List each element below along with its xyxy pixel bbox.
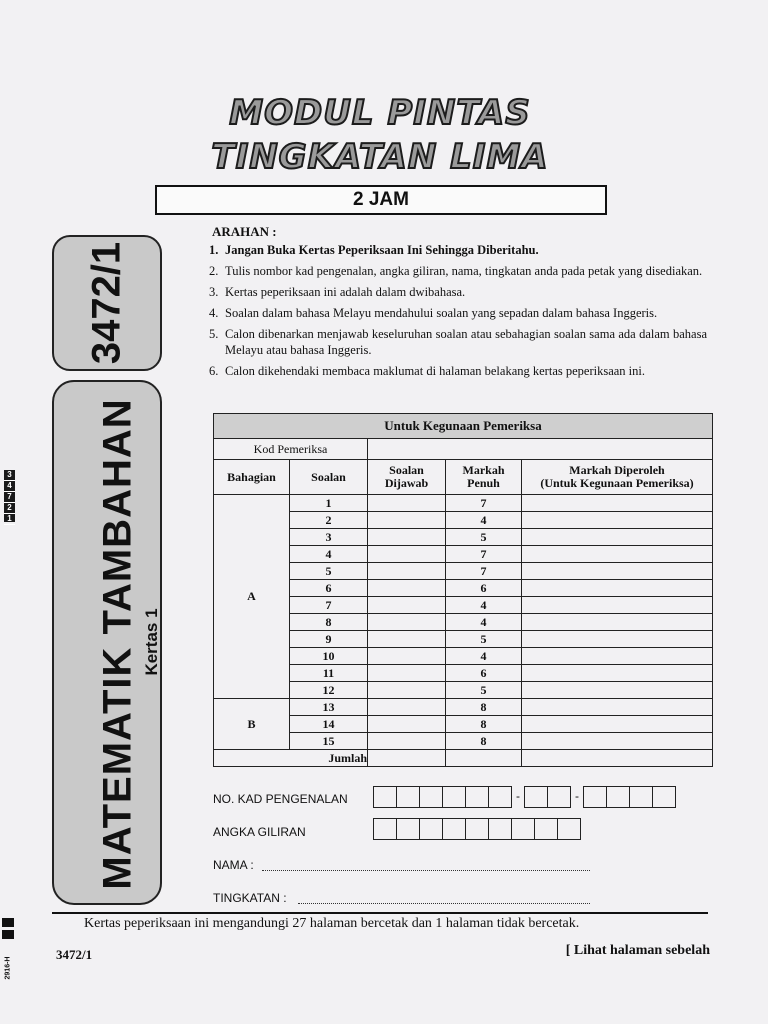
question-number: 13 <box>290 699 368 716</box>
tingkatan-label: TINGKATAN : <box>213 891 287 905</box>
ic-digit-box[interactable] <box>419 786 443 808</box>
instruction-number: 6. <box>209 364 219 378</box>
ic-digit-box[interactable] <box>465 786 489 808</box>
instruction-item <box>209 305 707 321</box>
col-markah-diperoleh-line1: Markah Diperoleh <box>569 463 665 477</box>
ic-digit-box[interactable] <box>396 786 420 808</box>
footer-paper-code: 3472/1 <box>56 947 93 962</box>
name-label: NAMA : <box>213 858 254 872</box>
instruction-number: 5. <box>209 327 219 341</box>
obtained-marks-cell[interactable] <box>522 563 713 580</box>
index-label: ANGKA GILIRAN <box>213 825 306 839</box>
marks-table-title: Untuk Kegunaan Pemeriksa <box>214 414 713 439</box>
instruction-item <box>209 326 707 358</box>
table-row <box>214 699 713 716</box>
answered-cell[interactable] <box>368 716 446 733</box>
marks-table-body <box>214 495 713 750</box>
examiner-code-cell[interactable] <box>368 439 713 460</box>
full-marks: 6 <box>446 580 522 597</box>
full-marks: 4 <box>446 648 522 665</box>
instruction-text: Calon dibenarkan menjawab keseluruhan soalan atau sebahagian soalan sama ada dalam bahasa Melayu atau bahasa Inggeris. <box>225 327 707 357</box>
paper-code-panel <box>52 235 162 371</box>
full-marks: 8 <box>446 699 522 716</box>
page-count-note: Kertas peperiksaan ini mengandungi 27 halaman bercetak dan 1 halaman tidak bercetak. <box>84 916 580 931</box>
obtained-marks-cell[interactable] <box>522 546 713 563</box>
col-markah-diperoleh-line2: (Untuk Kegunaan Pemeriksa) <box>540 476 694 490</box>
ic-separator: - <box>575 789 579 803</box>
col-markah-diperoleh <box>522 460 713 495</box>
index-digit-box[interactable] <box>419 818 443 840</box>
title-tingkatan-lima: TINGKATAN LIMA <box>211 137 549 177</box>
section-b-label: B <box>214 699 290 750</box>
full-marks: 6 <box>446 665 522 682</box>
answered-cell[interactable] <box>368 682 446 699</box>
section-a-label: A <box>214 495 290 699</box>
answered-cell[interactable] <box>368 495 446 512</box>
question-number: 2 <box>290 512 368 529</box>
obtained-marks-cell[interactable] <box>522 682 713 699</box>
obtained-marks-cell[interactable] <box>522 631 713 648</box>
index-digit-box[interactable] <box>442 818 466 840</box>
question-number: 9 <box>290 631 368 648</box>
ic-input-boxes[interactable] <box>374 786 676 808</box>
answered-cell[interactable] <box>368 563 446 580</box>
subject-name: MATEMATIK TAMBAHAN <box>95 398 140 890</box>
obtained-marks-cell[interactable] <box>522 614 713 631</box>
name-input-line[interactable] <box>262 869 590 871</box>
answered-cell[interactable] <box>368 512 446 529</box>
barcode-bar <box>2 918 14 927</box>
full-marks: 7 <box>446 563 522 580</box>
col-soalan-dijawab-line1: Soalan <box>389 463 424 477</box>
answered-cell[interactable] <box>368 546 446 563</box>
full-marks: 5 <box>446 529 522 546</box>
col-soalan: Soalan <box>290 460 368 495</box>
instruction-text: Calon dikehendaki membaca maklumat di halaman belakang kertas peperiksaan ini. <box>225 364 645 378</box>
instruction-item <box>209 242 707 258</box>
answered-cell[interactable] <box>368 733 446 750</box>
instructions-list <box>209 242 707 384</box>
question-number: 11 <box>290 665 368 682</box>
ic-digit-box[interactable] <box>606 786 630 808</box>
paper-number: Kertas 1 <box>142 608 161 676</box>
table-row <box>214 495 713 512</box>
paper-code: 3472/1 <box>84 241 129 365</box>
ic-digit-box[interactable] <box>547 786 571 808</box>
instruction-text: Tulis nombor kad pengenalan, angka giliran, nama, tingkatan anda pada petak yang disediakan. <box>225 264 703 278</box>
index-digit-box[interactable] <box>511 818 535 840</box>
side-tab <box>4 470 15 522</box>
ic-digit-box[interactable] <box>652 786 676 808</box>
obtained-marks-cell[interactable] <box>522 733 713 750</box>
side-tab-char: 4 <box>4 481 15 492</box>
index-digit-box[interactable] <box>465 818 489 840</box>
subject-panel <box>52 380 162 905</box>
marks-table <box>213 413 713 767</box>
instruction-number: 1. <box>209 243 219 257</box>
total-full <box>446 750 522 767</box>
obtained-marks-cell[interactable] <box>522 512 713 529</box>
question-number: 4 <box>290 546 368 563</box>
question-number: 14 <box>290 716 368 733</box>
question-number: 15 <box>290 733 368 750</box>
answered-cell[interactable] <box>368 631 446 648</box>
answered-cell[interactable] <box>368 699 446 716</box>
instructions-heading: ARAHAN : <box>212 224 277 239</box>
full-marks: 5 <box>446 682 522 699</box>
duration-box: 2 JAM <box>155 185 607 215</box>
index-digit-box[interactable] <box>557 818 581 840</box>
full-marks: 7 <box>446 495 522 512</box>
ic-digit-box[interactable] <box>583 786 607 808</box>
tingkatan-input-line[interactable] <box>298 902 590 904</box>
side-tab-char: 1 <box>4 514 15 525</box>
ic-digit-box[interactable] <box>629 786 653 808</box>
total-label: Jumlah <box>214 750 368 767</box>
question-number: 3 <box>290 529 368 546</box>
full-marks: 4 <box>446 614 522 631</box>
answered-cell[interactable] <box>368 597 446 614</box>
col-soalan-dijawab <box>368 460 446 495</box>
obtained-marks-cell[interactable] <box>522 529 713 546</box>
ic-digit-box[interactable] <box>488 786 512 808</box>
instruction-item <box>209 363 707 379</box>
examiner-code-label: Kod Pemeriksa <box>214 439 368 460</box>
question-number: 8 <box>290 614 368 631</box>
answered-cell[interactable] <box>368 614 446 631</box>
barcode-bar <box>2 930 14 939</box>
ic-digit-box[interactable] <box>442 786 466 808</box>
col-markah-penuh-line2: Penuh <box>467 476 500 490</box>
question-number: 10 <box>290 648 368 665</box>
barcode-text: 2916-H <box>4 956 12 980</box>
question-number: 5 <box>290 563 368 580</box>
side-tab-char: 2 <box>4 503 15 514</box>
index-digit-box[interactable] <box>488 818 512 840</box>
index-input-boxes[interactable] <box>374 818 581 840</box>
ic-digit-box[interactable] <box>524 786 548 808</box>
instruction-item <box>209 284 707 300</box>
index-digit-box[interactable] <box>534 818 558 840</box>
instruction-number: 2. <box>209 264 219 278</box>
answered-cell[interactable] <box>368 665 446 682</box>
instruction-number: 4. <box>209 306 219 320</box>
full-marks: 4 <box>446 597 522 614</box>
instruction-text: Kertas peperiksaan ini adalah dalam dwibahasa. <box>225 285 466 299</box>
instruction-text: Jangan Buka Kertas Peperiksaan Ini Sehingga Diberitahu. <box>225 243 539 257</box>
next-page-note: [ Lihat halaman sebelah <box>565 943 710 958</box>
ic-separator: - <box>516 789 520 803</box>
index-digit-box[interactable] <box>373 818 397 840</box>
instruction-text: Soalan dalam bahasa Melayu mendahului soalan yang sepadan dalam bahasa Inggeris. <box>225 306 658 320</box>
ic-label: NO. KAD PENGENALAN <box>213 792 348 806</box>
obtained-marks-cell[interactable] <box>522 699 713 716</box>
obtained-marks-cell[interactable] <box>522 665 713 682</box>
question-number: 7 <box>290 597 368 614</box>
obtained-marks-cell[interactable] <box>522 716 713 733</box>
question-number: 6 <box>290 580 368 597</box>
instruction-number: 3. <box>209 285 219 299</box>
total-spacer <box>368 750 446 767</box>
answered-cell[interactable] <box>368 648 446 665</box>
title-modul-pintas: MODUL PINTAS <box>229 93 531 133</box>
full-marks: 5 <box>446 631 522 648</box>
full-marks: 8 <box>446 716 522 733</box>
ic-digit-box[interactable] <box>373 786 397 808</box>
col-bahagian: Bahagian <box>214 460 290 495</box>
total-obtained[interactable] <box>522 750 713 767</box>
obtained-marks-cell[interactable] <box>522 597 713 614</box>
obtained-marks-cell[interactable] <box>522 648 713 665</box>
answered-cell[interactable] <box>368 529 446 546</box>
col-markah-penuh-line1: Markah <box>462 463 505 477</box>
answered-cell[interactable] <box>368 580 446 597</box>
obtained-marks-cell[interactable] <box>522 495 713 512</box>
full-marks: 8 <box>446 733 522 750</box>
barcode-strip <box>2 918 14 1004</box>
question-number: 1 <box>290 495 368 512</box>
question-number: 12 <box>290 682 368 699</box>
full-marks: 4 <box>446 512 522 529</box>
footer-divider <box>52 912 708 914</box>
col-soalan-dijawab-line2: Dijawab <box>384 476 429 490</box>
side-tab-char: 7 <box>4 492 15 503</box>
full-marks: 7 <box>446 546 522 563</box>
col-markah-penuh <box>446 460 522 495</box>
index-digit-box[interactable] <box>396 818 420 840</box>
side-tab-char: 3 <box>4 470 15 481</box>
obtained-marks-cell[interactable] <box>522 580 713 597</box>
instruction-item <box>209 263 707 279</box>
